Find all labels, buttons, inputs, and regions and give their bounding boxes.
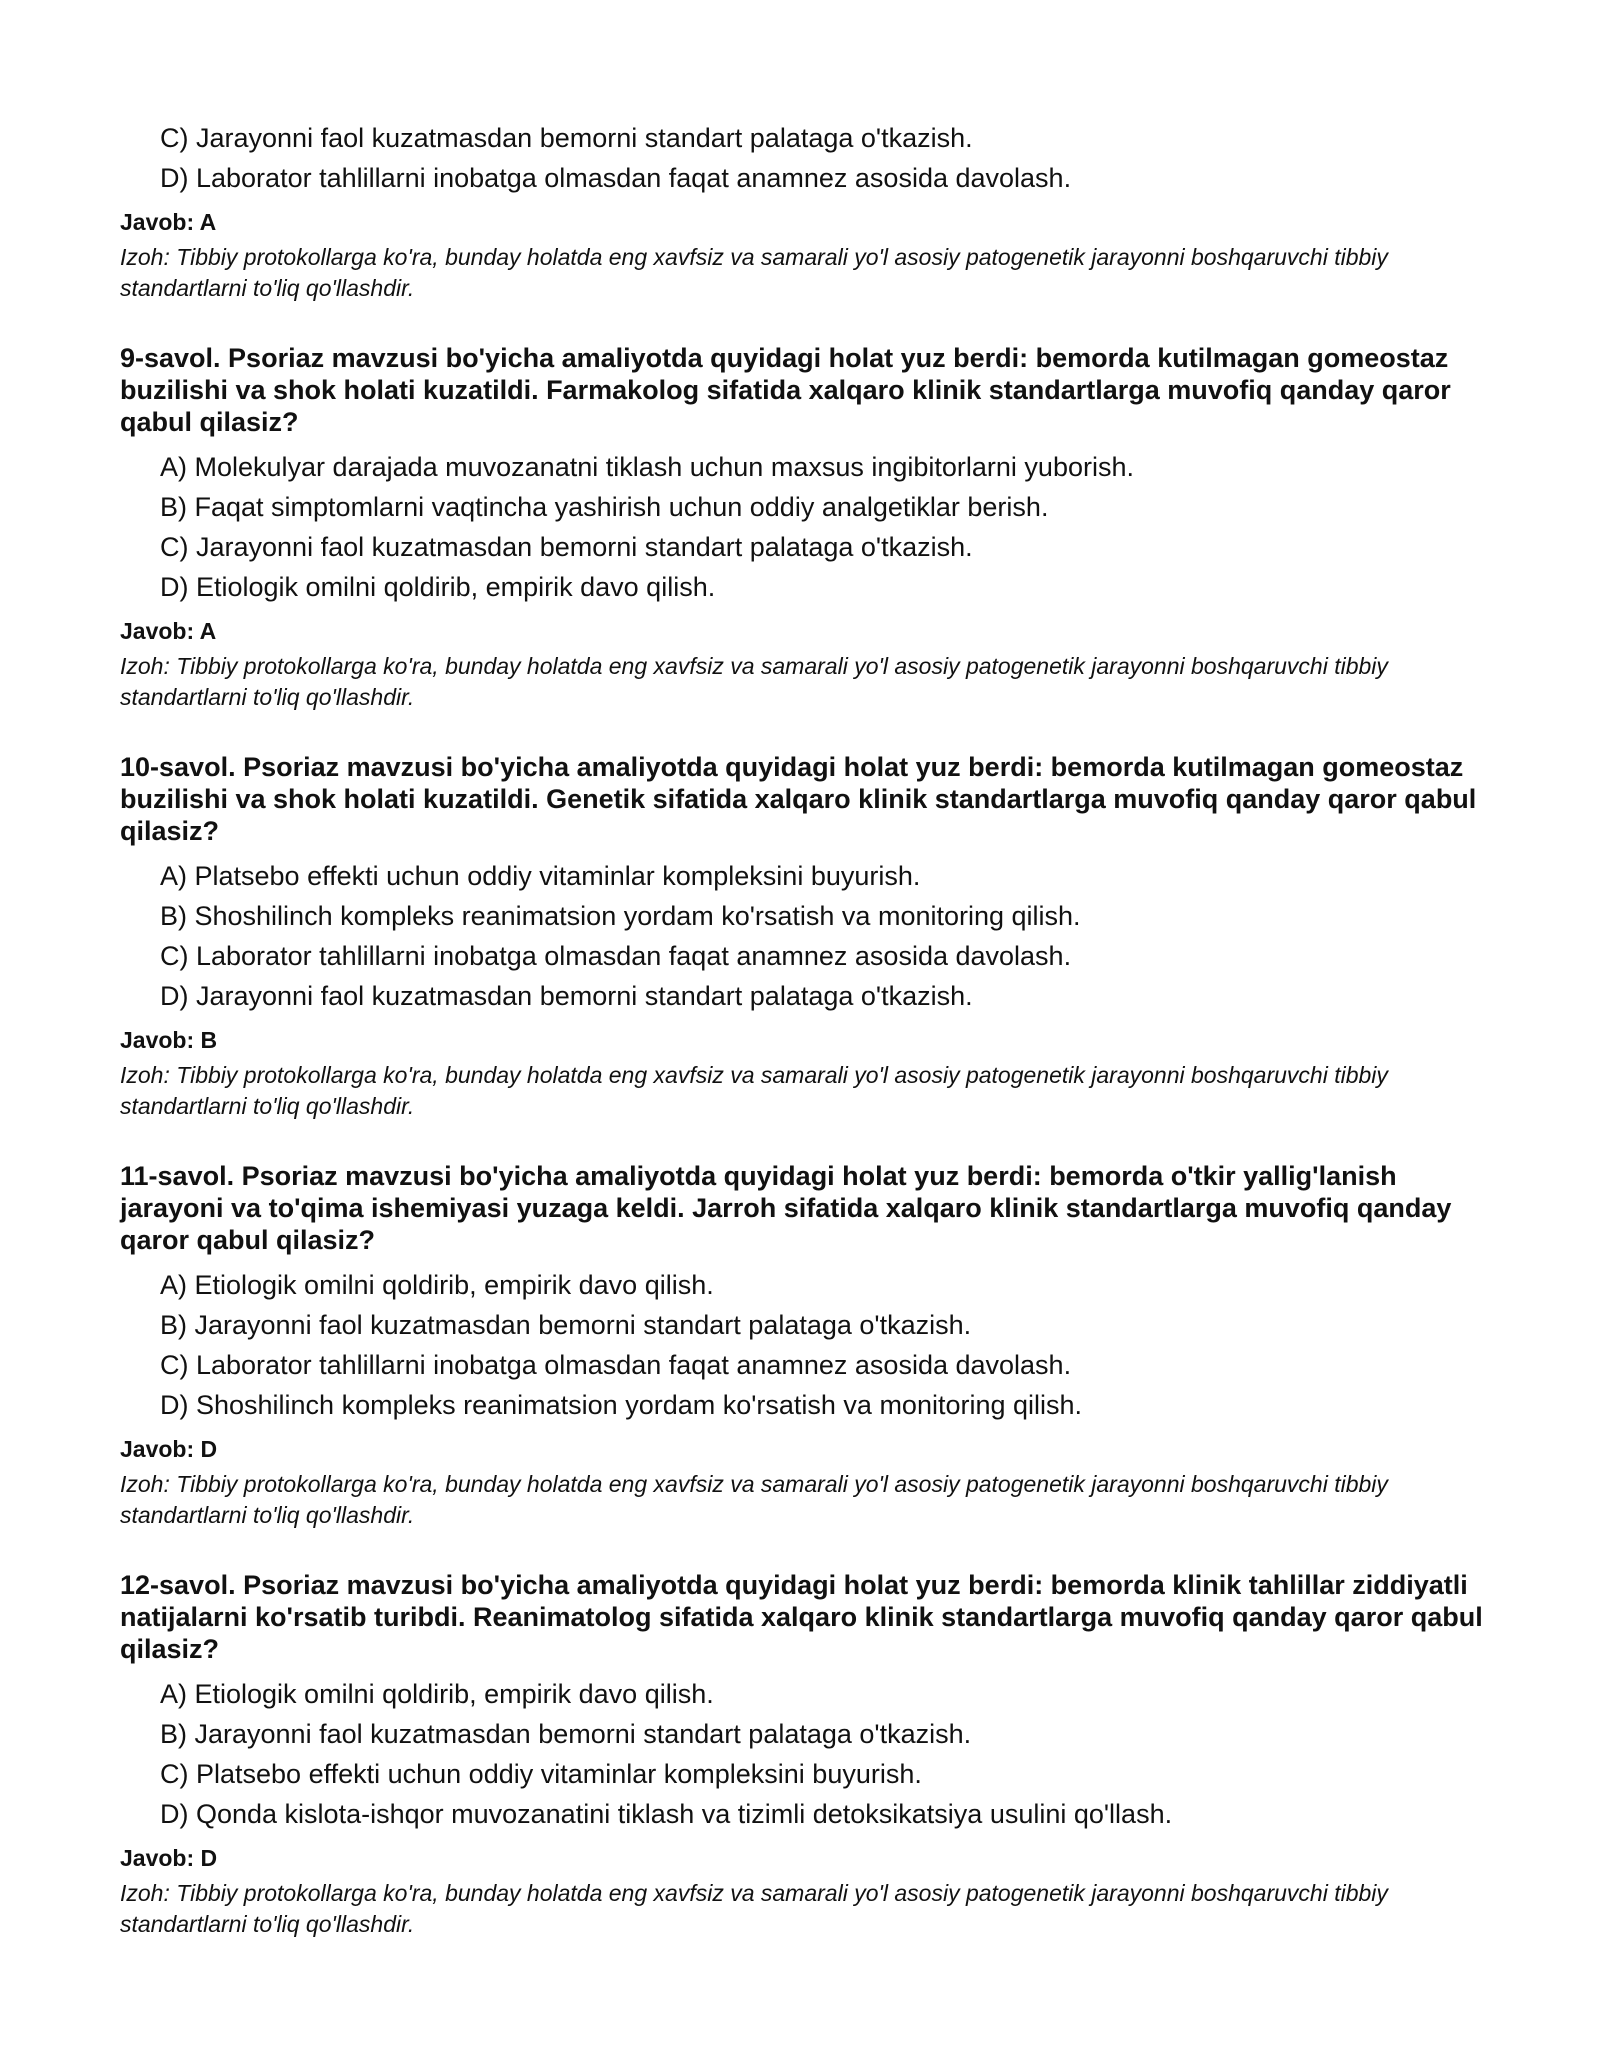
answer-label: Javob: A (120, 618, 217, 644)
option-b: B) Jarayonni faol kuzatmasdan bemorni standart palataga o'tkazish. (160, 1310, 972, 1340)
option-a: A) Molekulyar darajada muvozanatni tiklash uchun maxsus ingibitorlarni yuborish. (160, 452, 1134, 482)
option-d: D) Jarayonni faol kuzatmasdan bemorni standart palataga o'tkazish. (160, 981, 973, 1011)
explanation-note: Izoh: Tibbiy protokollarga ko'ra, bunday holatda eng xavfsiz va samarali yo'l asosiy patogenetik jarayonni boshqaruvchi tibbiy standartlarni to'liq qo'llashdir. (120, 653, 1388, 710)
question-continued (120, 118, 1490, 304)
option-c: C) Laborator tahlillarni inobatga olmasdan faqat anamnez asosida davolash. (160, 941, 1072, 971)
option-b: B) Faqat simptomlarni vaqtincha yashirish uchun oddiy analgetiklar berish. (160, 492, 1049, 522)
question-title: 9-savol. Psoriaz mavzusi bo'yicha amaliyotda quyidagi holat yuz berdi: bemorda kutilmagan gomeostaz buzilishi va shok holati kuzatildi. Farmakolog sifatida xalqaro klinik standartlarga muvofiq qanday qaror qabul qilasiz? (120, 343, 1451, 437)
explanation-note: Izoh: Tibbiy protokollarga ko'ra, bunday holatda eng xavfsiz va samarali yo'l asosiy patogenetik jarayonni boshqaruvchi tibbiy standartlarni to'liq qo'llashdir. (120, 244, 1388, 301)
option-c: C) Laborator tahlillarni inobatga olmasdan faqat anamnez asosida davolash. (160, 1350, 1072, 1380)
explanation-note: Izoh: Tibbiy protokollarga ko'ra, bunday holatda eng xavfsiz va samarali yo'l asosiy patogenetik jarayonni boshqaruvchi tibbiy standartlarni to'liq qo'llashdir. (120, 1880, 1388, 1937)
question-title: 10-savol. Psoriaz mavzusi bo'yicha amaliyotda quyidagi holat yuz berdi: bemorda kutilmagan gomeostaz buzilishi va shok holati kuzatildi. Genetik sifatida xalqaro klinik standartlarga muvofiq qanday qaror qabul qilasiz? (120, 752, 1477, 846)
answer-label: Javob: D (120, 1845, 218, 1871)
option-d: D) Etiologik omilni qoldirib, empirik davo qilish. (160, 572, 716, 602)
explanation-note: Izoh: Tibbiy protokollarga ko'ra, bunday holatda eng xavfsiz va samarali yo'l asosiy patogenetik jarayonni boshqaruvchi tibbiy standartlarni to'liq qo'llashdir. (120, 1471, 1388, 1528)
option-c: C) Jarayonni faol kuzatmasdan bemorni standart palataga o'tkazish. (160, 123, 973, 153)
question-9 (120, 342, 1490, 713)
option-a: A) Platsebo effekti uchun oddiy vitaminlar kompleksini buyurish. (160, 861, 921, 891)
page-content (120, 118, 1490, 1940)
question-12 (120, 1569, 1490, 1940)
answer-label: Javob: A (120, 209, 217, 235)
option-a: A) Etiologik omilni qoldirib, empirik davo qilish. (160, 1679, 714, 1709)
answer-label: Javob: D (120, 1436, 218, 1462)
question-10 (120, 751, 1490, 1122)
option-b: B) Shoshilinch kompleks reanimatsion yordam ko'rsatish va monitoring qilish. (160, 901, 1081, 931)
option-d: D) Shoshilinch kompleks reanimatsion yordam ko'rsatish va monitoring qilish. (160, 1390, 1083, 1420)
explanation-note: Izoh: Tibbiy protokollarga ko'ra, bunday holatda eng xavfsiz va samarali yo'l asosiy patogenetik jarayonni boshqaruvchi tibbiy standartlarni to'liq qo'llashdir. (120, 1062, 1388, 1119)
option-d: D) Laborator tahlillarni inobatga olmasdan faqat anamnez asosida davolash. (160, 163, 1072, 193)
option-b: B) Jarayonni faol kuzatmasdan bemorni standart palataga o'tkazish. (160, 1719, 972, 1749)
option-d: D) Qonda kislota-ishqor muvozanatini tiklash va tizimli detoksikatsiya usulini qo'llash. (160, 1799, 1173, 1829)
question-title: 11-savol. Psoriaz mavzusi bo'yicha amaliyotda quyidagi holat yuz berdi: bemorda o'tkir yallig'lanish jarayoni va to'qima ishemiyasi yuzaga keldi. Jarroh sifatida xalqaro klinik standartlarga muvofiq qanday qaror qabul qilasiz? (120, 1161, 1452, 1255)
option-a: A) Etiologik omilni qoldirib, empirik davo qilish. (160, 1270, 714, 1300)
question-title: 12-savol. Psoriaz mavzusi bo'yicha amaliyotda quyidagi holat yuz berdi: bemorda klinik tahlillar ziddiyatli natijalarni ko'rsatib turibdi. Reanimatolog sifatida xalqaro klinik standartlarga muvofiq qanday qaror qabul qilasiz? (120, 1570, 1483, 1664)
answer-label: Javob: B (120, 1027, 218, 1053)
option-c: C) Platsebo effekti uchun oddiy vitaminlar kompleksini buyurish. (160, 1759, 922, 1789)
option-c: C) Jarayonni faol kuzatmasdan bemorni standart palataga o'tkazish. (160, 532, 973, 562)
question-11 (120, 1160, 1490, 1531)
